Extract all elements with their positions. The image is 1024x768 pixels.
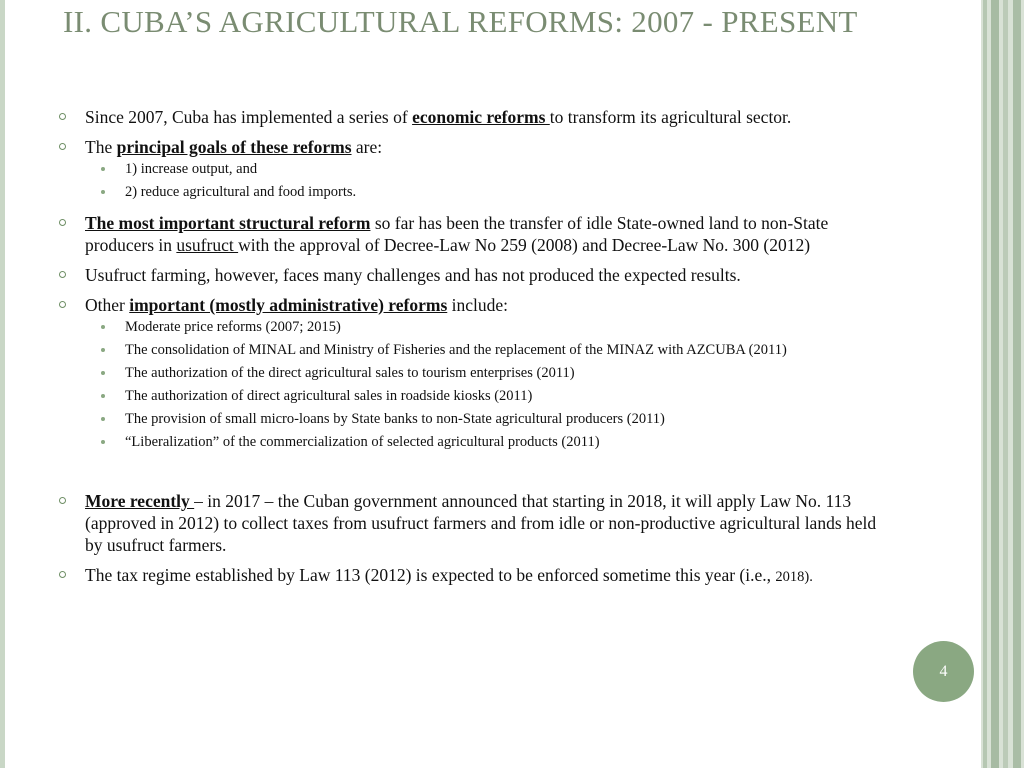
bullet-structural-reform xyxy=(59,212,889,256)
bullet-dot-icon xyxy=(101,190,105,194)
sub-bullet-reform xyxy=(59,341,889,360)
bullet-economic-reforms xyxy=(59,106,889,128)
sub-bullet-text: The authorization of the direct agricultural sales to tourism enterprises (2011) xyxy=(125,365,575,381)
bullet-dot-icon xyxy=(101,394,105,398)
sub-bullet-goal xyxy=(59,160,889,179)
bullet-text: Since 2007, Cuba has implemented a series of xyxy=(85,107,413,127)
bullet-tax-regime xyxy=(59,564,889,588)
bullet-text: The tax regime established by Law 113 (2012) is expected to be enforced sometime this year (i.e., xyxy=(85,565,776,585)
sub-bullet-reform xyxy=(59,387,889,406)
bullet-dot-icon xyxy=(101,417,105,421)
page-number-badge: 4 xyxy=(913,641,974,702)
bullet-dot-icon xyxy=(101,348,105,352)
sub-bullet-text: The authorization of direct agricultural sales in roadside kiosks (2011) xyxy=(125,388,533,404)
sub-bullet-text: Moderate price reforms (2007; 2015) xyxy=(125,319,341,335)
bullet-ring-icon xyxy=(59,143,66,150)
frame-stripe xyxy=(991,0,999,768)
sub-bullet-reform xyxy=(59,364,889,383)
bullet-text: so far has been the transfer of idle State-owned land to non-State producers in xyxy=(85,213,829,255)
sub-bullet-text: 1) increase output, and xyxy=(125,161,258,177)
slide-content xyxy=(59,106,889,596)
bullet-text: include: xyxy=(447,295,509,315)
bullet-other-reforms xyxy=(59,294,889,316)
underlined-text: usufruct xyxy=(176,235,239,255)
bullet-more-recently xyxy=(59,490,889,556)
bullet-dot-icon xyxy=(101,167,105,171)
emphasis-text: More recently xyxy=(85,491,195,511)
sub-bullet-text: 2) reduce agricultural and food imports. xyxy=(125,184,357,200)
bullet-ring-icon xyxy=(59,497,66,504)
bullet-dot-icon xyxy=(101,440,105,444)
bullet-dot-icon xyxy=(101,371,105,375)
sub-bullet-reform xyxy=(59,433,889,452)
bullet-usufruct-challenges xyxy=(59,264,889,286)
emphasis-text: principal goals of these reforms xyxy=(116,137,352,157)
bullet-dot-icon xyxy=(101,325,105,329)
sub-bullet-reform xyxy=(59,410,889,429)
spacer xyxy=(59,456,889,490)
bullet-text: are: xyxy=(351,137,383,157)
bullet-text: Usufruct farming, however, faces many challenges and has not produced the expected results. xyxy=(85,265,741,285)
left-frame-border xyxy=(0,0,5,768)
bullet-principal-goals xyxy=(59,136,889,158)
bullet-text: 2018). xyxy=(775,569,813,585)
frame-stripe xyxy=(983,0,987,768)
sub-bullet-text: The consolidation of MINAL and Ministry of Fisheries and the replacement of the MINAZ with AZCUBA (2011) xyxy=(125,342,787,358)
sub-bullet-text: The provision of small micro-loans by State banks to non-State agricultural producers (2011) xyxy=(125,411,665,427)
bullet-ring-icon xyxy=(59,301,66,308)
bullet-ring-icon xyxy=(59,271,66,278)
bullet-ring-icon xyxy=(59,219,66,226)
emphasis-text: important (mostly administrative) reforms xyxy=(129,295,448,315)
bullet-ring-icon xyxy=(59,571,66,578)
slide-title: II. CUBA’S AGRICULTURAL REFORMS: 2007 - PRESENT xyxy=(63,4,858,39)
bullet-text: The xyxy=(85,137,117,157)
bullet-ring-icon xyxy=(59,113,66,120)
frame-stripe xyxy=(1003,0,1008,768)
frame-stripe xyxy=(1013,0,1021,768)
bullet-text: Other xyxy=(85,295,130,315)
sub-bullet-text: “Liberalization” of the commercialization of selected agricultural products (2011) xyxy=(125,434,600,450)
bullet-text: to transform its agricultural sector. xyxy=(549,107,792,127)
sub-bullet-reform xyxy=(59,318,889,337)
emphasis-text: economic reforms xyxy=(412,107,550,127)
emphasis-text: The most important structural reform xyxy=(85,213,371,233)
sub-bullet-goal xyxy=(59,183,889,202)
bullet-text: with the approval of Decree-Law No 259 (2008) and Decree-Law No. 300 (2012) xyxy=(238,235,811,255)
bullet-text: – in 2017 – the Cuban government announced that starting in 2018, it will apply Law No. 113 (approved in 2012) to collect taxes from usufruct farmers and from idle or non-productive agricultural lands held by usufruct farmers. xyxy=(85,491,877,555)
